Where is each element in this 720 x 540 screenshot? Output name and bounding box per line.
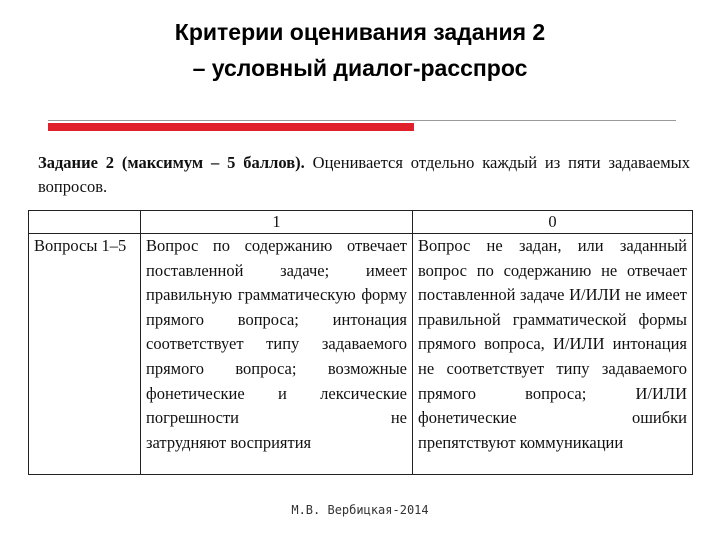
score-0-text: Вопрос не задан, или заданный вопрос по содержанию не отвечает поставленной задаче И/ИЛИ не имеет правильной грамматической формы прямого вопроса, И/ИЛИ интонация не соответствует типу задаваемого прямого вопроса; И/ИЛИ фонетические ошибки	[418, 236, 687, 428]
header-label-cell	[29, 211, 141, 234]
criteria-header-row	[29, 211, 693, 234]
criteria-row	[29, 234, 693, 475]
header-score-1: 1	[141, 211, 413, 234]
task-text: Оценивается отдельно каждый из пяти задаваемых вопросов.	[38, 153, 691, 196]
task-description	[38, 151, 690, 199]
score-1-text-end: затрудняют восприятия	[146, 432, 312, 452]
title-divider-line	[48, 120, 676, 121]
score-0-text-end: препятствуют коммуникации	[418, 432, 624, 452]
task-heading: Задание 2 (максимум – 5 баллов).	[38, 153, 305, 172]
slide-title-line-1: Критерии оценивания задания 2	[174, 19, 546, 45]
score-1-text: Вопрос по содержанию отвечает поставленной задаче; имеет правильную грамматическую форму прямого вопроса; интонация соответствует типу задаваемого прямого вопроса; возможные фонетические и лексические погрешности не	[146, 236, 407, 428]
row-label-cell: Вопросы 1–5	[29, 234, 141, 475]
slide-footer: М.В. Вербицкая-2014	[291, 503, 429, 517]
slide-title	[0, 14, 720, 86]
document-excerpt	[26, 143, 694, 478]
header-score-0: 0	[413, 211, 693, 234]
slide-title-line-2: – условный диалог-расспрос	[192, 55, 528, 81]
score-1-cell	[141, 234, 413, 475]
title-accent-bar	[48, 123, 414, 131]
score-0-cell	[413, 234, 693, 475]
criteria-table	[28, 210, 693, 475]
